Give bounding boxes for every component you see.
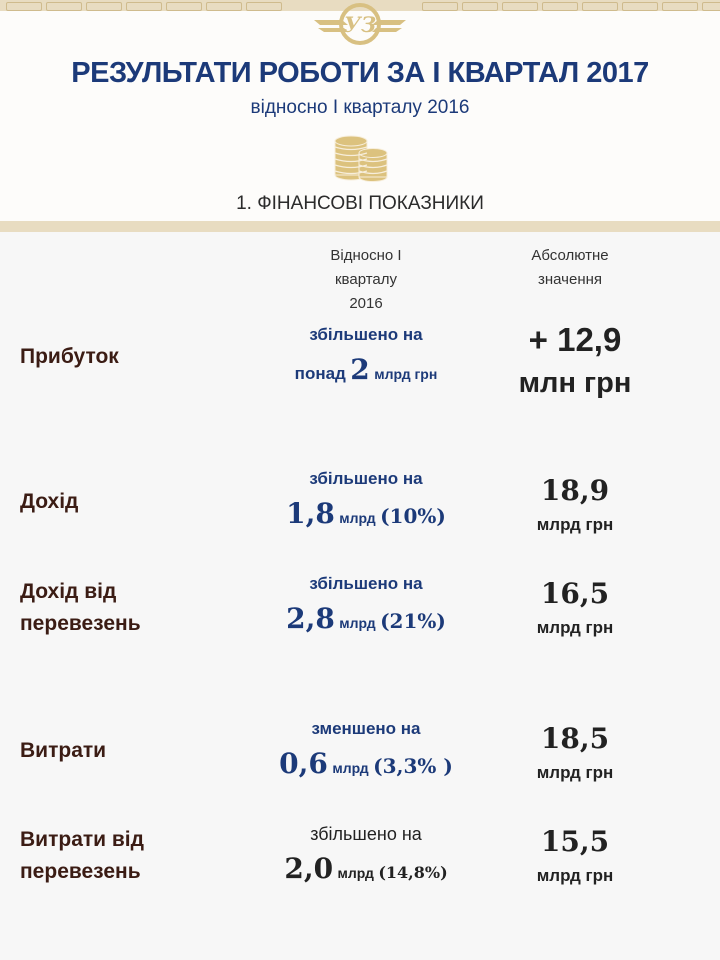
column-header-absolute: Абсолютне значення	[531, 247, 609, 288]
row-label-income: Дохід	[20, 490, 79, 513]
coins-stack-icon	[331, 127, 389, 183]
income-change: збільшено на 1,8 млрд (10%)	[286, 469, 446, 530]
page-title: РЕЗУЛЬТАТИ РОБОТИ ЗА І КВАРТАЛ 2017	[71, 57, 649, 89]
transport-expenses-change: збільшено на 2,0 млрд (14,8%)	[284, 824, 448, 885]
logo-text: УЗ	[343, 12, 377, 37]
row-label-profit: Прибуток	[20, 345, 119, 368]
expenses-absolute: 18,5 млрд грн	[536, 722, 614, 782]
header-panel	[0, 0, 720, 232]
train-pattern-right	[422, 0, 720, 11]
page-subtitle: відносно І кварталу 2016	[250, 97, 470, 118]
profit-change: збільшено на понад 2 млрд грн	[294, 325, 438, 386]
transport-income-absolute: 16,5 млрд грн	[536, 577, 614, 637]
uz-railway-logo	[312, 2, 408, 46]
row-label-transport-income: Дохід від перевезень	[20, 580, 141, 635]
train-pattern-left	[6, 0, 282, 11]
section-title: 1. ФІНАНСОВІ ПОКАЗНИКИ	[236, 193, 484, 214]
transport-expenses-absolute: 15,5 млрд грн	[536, 825, 614, 885]
bottom-ornament-band	[0, 221, 720, 232]
transport-income-change: збільшено на 2,8 млрд (21%)	[286, 574, 446, 635]
column-header-relative: Відносно І кварталу 2016	[330, 247, 402, 312]
profit-absolute: + 12,9 млн грн	[518, 321, 632, 399]
row-label-transport-expenses: Витрати від перевезень	[20, 828, 144, 883]
row-label-expenses: Витрати	[20, 739, 107, 762]
income-absolute: 18,9 млрд грн	[536, 474, 614, 534]
expenses-change: зменшено на 0,6 млрд (3,3% )	[279, 719, 453, 780]
